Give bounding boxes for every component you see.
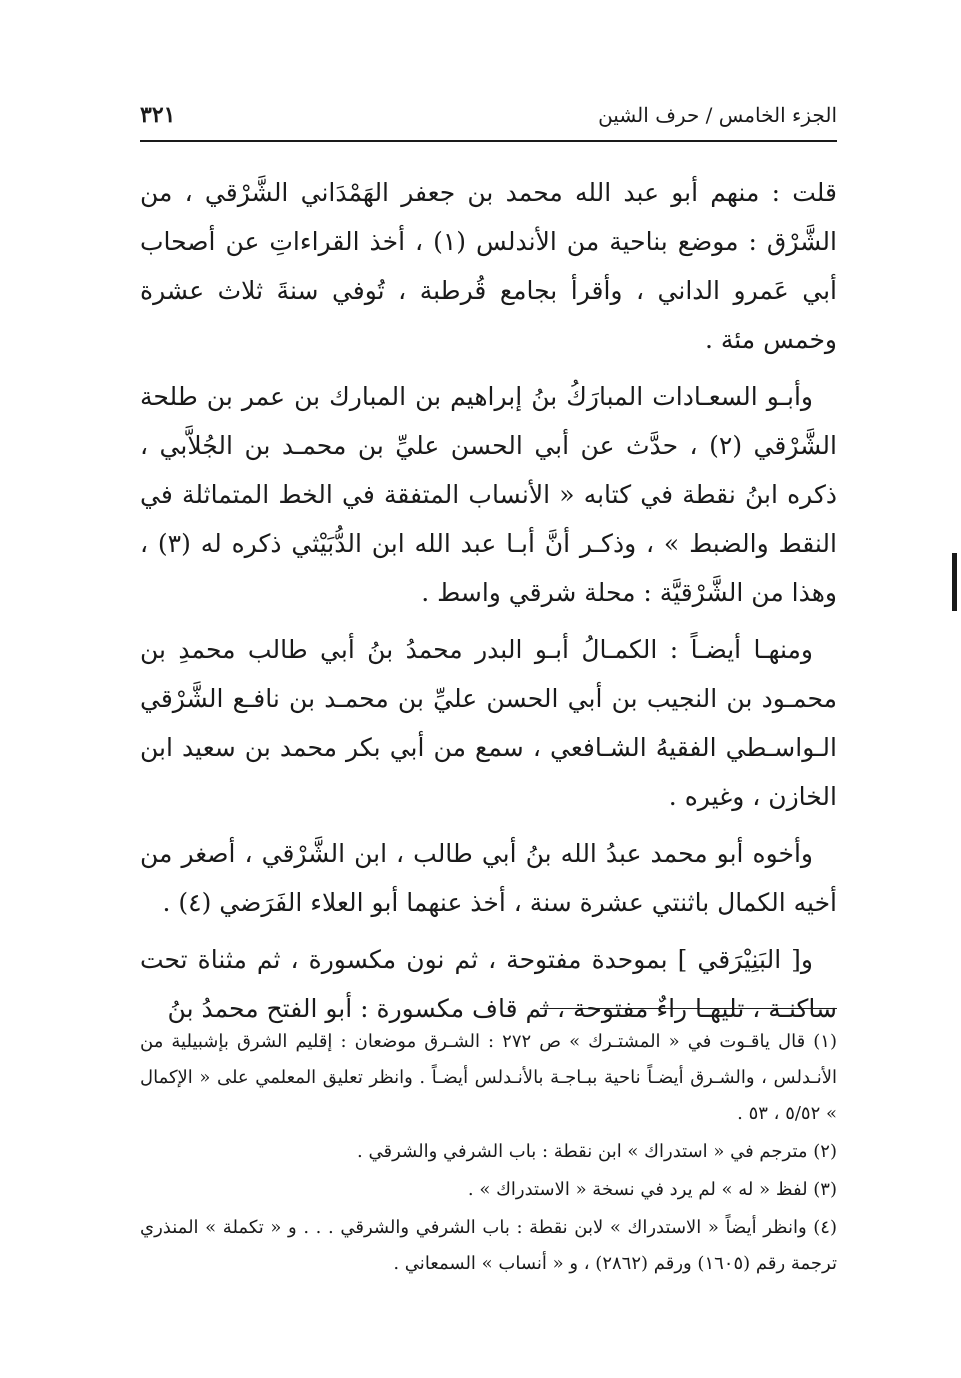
edge-mark — [952, 553, 957, 611]
footnotes — [140, 1024, 837, 1284]
paragraph: ومنهـا أيضـاً : الكمـالُ أبـو البدر محمدُ بنُ أبي طالب محمدِ بن محمـود بن النجيب بن أبي الحسن عليِّ بن محمـد بن نافـع الشَّرْقي الـواسـطي الفقيهُ الشـافعي ، سمع من أبي بكر محمد بن سعيد ابن الخازن ، وغيره . — [140, 635, 837, 811]
footnote: (٣) لفظ « له » لم يرد في نسخة « الاستدراك » . — [467, 1179, 837, 1200]
paragraph: وأبـو السعـادات المبارَكُ بنُ إبراهيم بن المبارك بن عمر بن طلحة الشَّرْقي (٢) ، حدَّث عن أبي الحسن عليِّ بن محمـد بن الجُلاَّبي ، ذكره ابنُ نقطة في كتابه « الأنساب المتفقة في الخط المتماثلة في النقط والضبط » ، وذكـر أنَّ أبـا عبد الله ابن الدُّبَيْثي ذكره له (٣) ، وهذا من الشَّرْقيَّة : محلة شرقي واسط . — [140, 382, 837, 607]
footnote: (٤) وانظر أيضاً « الاستدراك » لابن نقطة : باب الشرفي والشرقي . . . و « تكملة » المنذري ترجمة رقم (١٦٠٥) ورقم (٢٨٦٢) ، و « أنساب » السمعاني . — [140, 1217, 837, 1274]
paragraph: و[ البَنِيْرَقي ] بموحدة مفتوحة ، ثم نون مكسورة ، ثم مثناة تحت ساكنـة ، تليهـا راءٌ مفتوحة ، ثم قاف مكسورة : أبو الفتح محمدُ بنُ — [140, 945, 837, 1023]
page-number: ٣٢١ — [140, 102, 176, 128]
footnote-rule — [540, 1008, 837, 1009]
header-rule — [140, 140, 837, 142]
paragraph: قلت : منهم أبو عبد الله محمد بن جعفر الهَمْدَاني الشَّرْقي ، من الشَّرْق : موضع بناحية من الأندلس (١) ، أخذ القراءاتِ عن أصحاب أبي عَمرو الداني ، وأقرأ بجامع قُرطبة ، تُوفي سنةَ ثلاث عشرة وخمس مئة . — [140, 178, 837, 354]
page-header — [140, 95, 837, 135]
running-head: الجزء الخامس / حرف الشين — [598, 103, 837, 127]
paragraph: وأخوه أبو محمد عبدُ الله بنُ أبي طالب ، ابن الشَّرْقي ، أصغر من أخيه الكمال باثنتي عشرة سنة ، أخذ عنهما أبو العلاء الفَرَضي (٤) . — [140, 839, 837, 917]
footnote: (٢) مترجم في « استدراك » ابن نقطة : باب الشرفي والشرقي . — [357, 1141, 837, 1162]
footnote: (١) قال ياقـوت في « المشتـرك » ص ٢٧٢ : الشـرق موضعان : إقليم الشرق بإشبيلية من الأنـدلس ، والشـرق أيضـاً ناحية ببـاجـة بالأنـدلس أيضـاً . وانظر تعليق المعلمي على « الإكمال » ٥/٥٢ ، ٥٣ . — [140, 1031, 837, 1124]
main-text — [140, 168, 837, 1041]
